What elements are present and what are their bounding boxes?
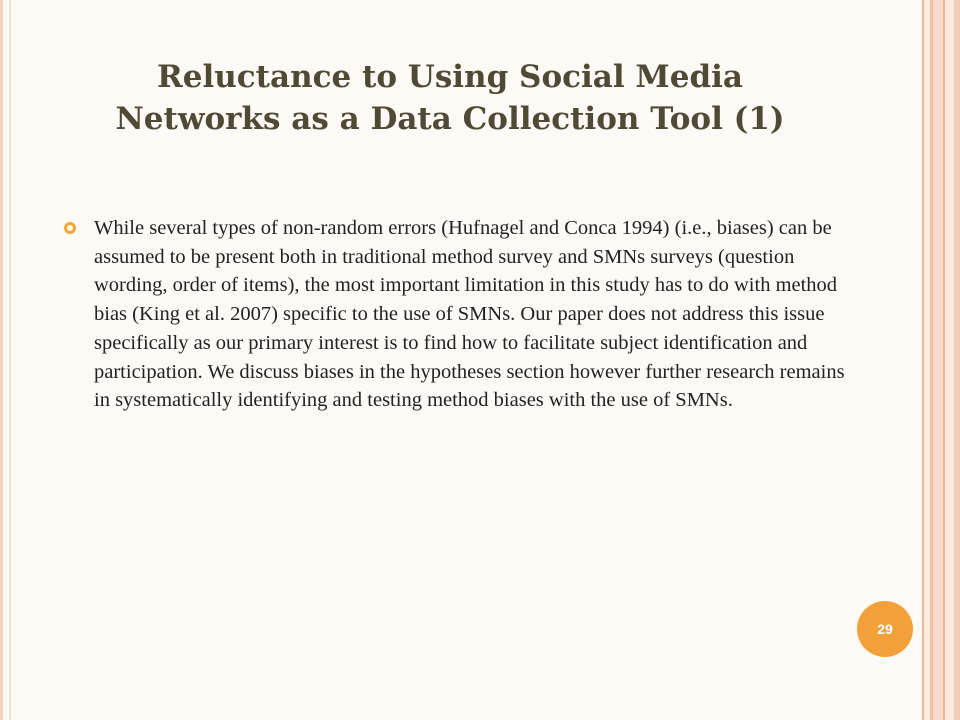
slide-title (40, 56, 860, 140)
slide-title-line-1: Reluctance to Using Social Media (156, 59, 744, 95)
bullet-list (64, 214, 854, 415)
decorative-stripe (954, 0, 960, 720)
orange-ring-bullet-icon (64, 222, 76, 234)
decorative-stripe (933, 0, 943, 720)
decorative-stripe (945, 0, 954, 720)
page-number-badge: 29 (857, 601, 913, 657)
bullet-item (64, 214, 854, 415)
bullet-text: While several types of non-random errors (Hufnagel and Conca 1994) (i.e., biases) can be assumed to be present both in traditional method survey and SMNs surveys (question wording, order of items), the most important limitation in this study has to do with method bias (King et al. 2007) specific to the use of SMNs. Our paper does not address this issue specifically as our primary interest is to find how to facilitate subject identification and participation. We discuss biases in the hypotheses section however further research remains in systematically identifying and testing method biases with the use of SMNs. (94, 217, 845, 412)
slide-title-line-2: Networks as a Data Collection Tool (1) (115, 101, 785, 137)
